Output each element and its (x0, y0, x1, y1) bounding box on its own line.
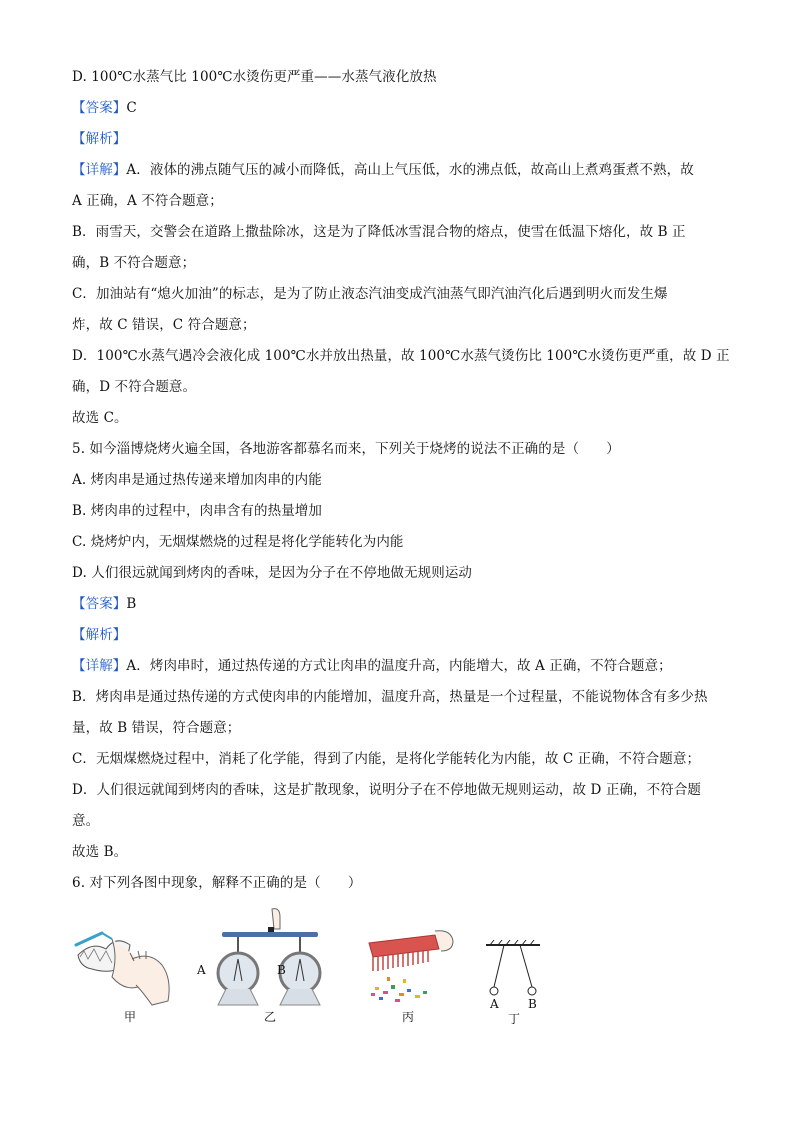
q5-stem: 5. 如今淄博烧烤火遍全国，各地游客都慕名而来，下列关于烧烤的说法不正确的是（ ） (72, 441, 620, 457)
q4-detail-line: 确，D 不符合题意。 (72, 379, 197, 395)
label-ding-a: A (490, 997, 499, 1011)
q5-detail-line: 量，故 B 错误，符合题意； (72, 720, 241, 736)
q5-conclusion: 故选 B。 (72, 844, 128, 860)
q4-detail-line: D．100℃水蒸气遇冷会液化成 100℃水并放出热量，故 100℃水蒸气烫伤比 100℃水烫伤更严重，故 D 正 (72, 348, 730, 364)
caption-bing: 丙 (402, 1010, 415, 1024)
q5-detail-line: C．无烟煤燃烧过程中，消耗了化学能，得到了内能，是将化学能转化为内能，故 C 正确，不符合题意； (72, 751, 701, 767)
q5-detail-line: D．人们很远就闻到烤肉的香味，这是扩散现象，说明分子在不停地做无规则运动，故 D 正确，不符合题 (72, 782, 702, 798)
q5-detail-line: 【详解】A．烤肉串时，通过热传递的方式让肉串的温度升高，内能增大，故 A 正确，不符合题意； (72, 658, 672, 674)
q6-figures (72, 905, 732, 1035)
q4-detail-line: C．加油站有“熄火加油”的标志，是为了防止液态汽油变成汽油蒸气即汽油汽化后遇到明火而发生爆 (72, 286, 668, 302)
q4-analysis-tag: 【解析】 (72, 131, 127, 147)
q4-detail-line: 【详解】A．液体的沸点随气压的减小而降低，高山上气压低，水的沸点低，故高山上煮鸡蛋煮不熟，故 (72, 162, 694, 178)
q4-option-d: D. 100℃水蒸气比 100℃水烫伤更严重——水蒸气液化放热 (72, 69, 437, 85)
figure-ding (480, 905, 550, 1005)
caption-ding: 丁 (508, 1012, 521, 1026)
q4-detail-line: A 正确，A 不符合题意； (72, 193, 223, 209)
figure-bing (365, 905, 457, 1005)
figure-jia (72, 905, 182, 1015)
q5-option-c: C. 烧烤炉内，无烟煤燃烧的过程是将化学能转化为内能 (72, 534, 404, 550)
label-yi-a: A (197, 963, 206, 977)
q5-option-d: D. 人们很远就闻到烤肉的香味，是因为分子在不停地做无规则运动 (72, 565, 473, 581)
document-page (72, 62, 732, 899)
q5-detail-line: 意。 (72, 813, 100, 829)
detail-tag: 【详解】 (72, 162, 127, 178)
label-yi-b: B (277, 963, 286, 977)
label-ding-b: B (528, 997, 537, 1011)
answer-tag: 【答案】 (72, 596, 127, 612)
answer-value: B (126, 596, 137, 612)
answer-value: C (126, 100, 137, 116)
q5-option-b: B. 烤肉串的过程中，肉串含有的热量增加 (72, 503, 323, 519)
q4-answer (72, 93, 732, 124)
caption-yi: 乙 (264, 1010, 277, 1024)
q5-detail-line: B．烤肉串是通过热传递的方式使肉串的内能增加，温度升高，热量是一个过程量，不能说物体含有多少热 (72, 689, 708, 705)
q5-answer (72, 589, 732, 620)
q4-detail-line: B．雨雪天，交警会在道路上撒盐除冰，这是为了降低冰雪混合物的熔点，使雪在低温下熔化，故 B 正 (72, 224, 686, 240)
q4-detail-line: 确，B 不符合题意； (72, 255, 196, 271)
detail-tag: 【详解】 (72, 658, 127, 674)
q5-option-a: A. 烤肉串是通过热传递来增加肉串的内能 (72, 472, 322, 488)
figure-yi (200, 905, 330, 1013)
answer-tag: 【答案】 (72, 100, 127, 116)
q6-stem: 6. 对下列各图中现象，解释不正确的是（ ） (72, 875, 362, 891)
q4-conclusion: 故选 C。 (72, 410, 128, 426)
caption-jia: 甲 (124, 1010, 137, 1024)
q4-detail-line: 炸，故 C 错误，C 符合题意； (72, 317, 256, 333)
q5-analysis-tag: 【解析】 (72, 627, 127, 643)
